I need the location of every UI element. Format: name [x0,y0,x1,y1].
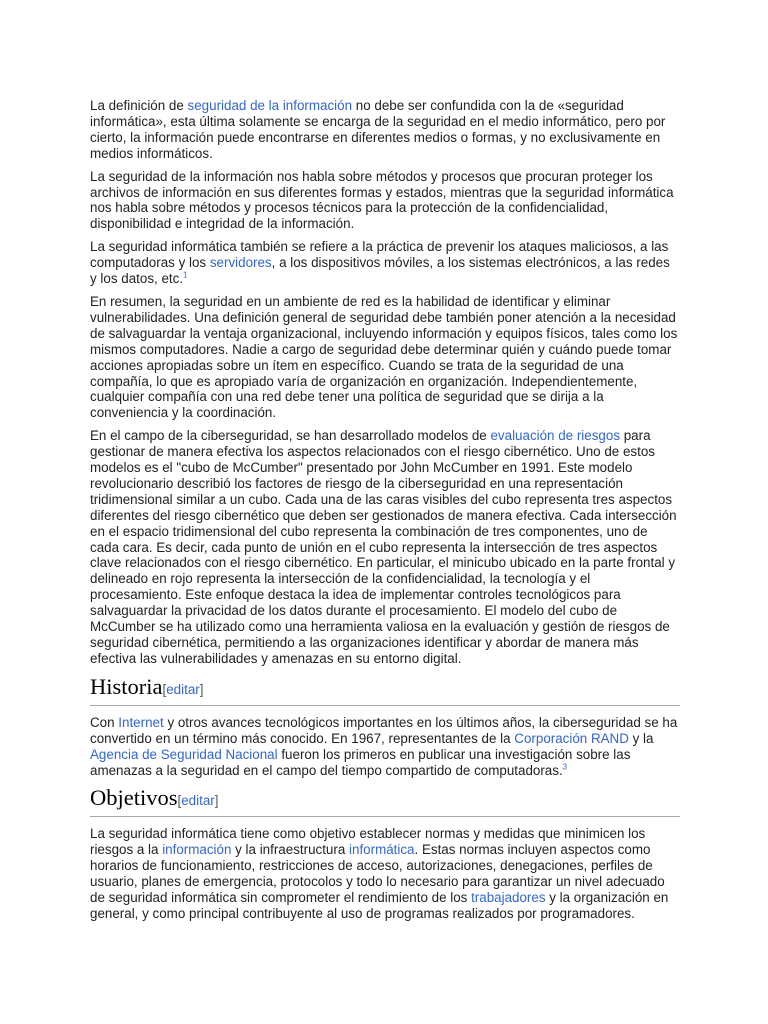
intro-section [90,98,680,667]
paragraph [90,169,680,233]
heading-text: Historia [90,673,163,699]
wiki-link[interactable]: informática [349,842,415,858]
edit-link[interactable]: editar [166,681,200,697]
paragraph-text: y la [628,730,654,746]
paragraph-text: fueron los primeros en publicar una investigación sobre las amenazas a la seguridad en el campo del tiempo compartido de computadoras. [90,746,631,778]
paragraph [90,715,680,779]
paragraph-text: , a los dispositivos móviles, a los sistemas electrónicos, a las redes y los datos, etc. [90,255,670,287]
paragraph-text: La seguridad informática también se refiere a la práctica de prevenir los ataques maliciosos, a las computadoras y los [90,239,669,271]
reference-footnote[interactable]: 1 [183,270,188,280]
paragraph [90,826,680,921]
paragraph-text: En el campo de la ciberseguridad, se han desarrollado modelos de [90,428,491,444]
wiki-link[interactable]: Internet [118,714,164,730]
wiki-link[interactable]: servidores [209,255,272,271]
paragraph [90,428,680,667]
wiki-link[interactable]: Agencia de Seguridad Nacional [90,746,278,762]
paragraph [90,239,680,287]
heading-text: Objetivos [90,785,178,811]
paragraph-text: En resumen, la seguridad en un ambiente de red es la habilidad de identificar y eliminar vulnerabilidades. Una definición general de seguridad debe también poner atención a la necesidad de salvaguardar la ventaja organizacional, incluyendo información y equipos físicos, tales como los mismos computadores. Nadie a cargo de seguridad debe determinar quién y cuándo puede tomar acciones apropiadas sobre un ítem en específico. Cuando se trata de la seguridad de una compañía, lo que es apropiado varía de organización en organización. Independientemente, cualquier compañía con una red debe tener una política de seguridad que se dirija a la conveniencia y la coordinación. [90,293,678,421]
paragraph-text: para gestionar de manera efectiva los aspectos relacionados con el riesgo cibernético. Uno de estos modelos es el "cubo de McCumber" presentado por John McCumber en 1991. Este modelo revolucionario describió los factores de riesgo de la ciberseguridad en una representación tridimensional similar a un cubo. Cada una de las caras visibles del cubo representa tres aspectos diferentes del riesgo cibernético que deben ser gestionados de manera efectiva. Cada intersección en el espacio tridimensional del cubo representa la combinación de tres componentes, uno de cada cara. Es decir, cada punto de unión en el cubo representa la intersección de tres aspectos clave relacionados con el riesgo cibernético. En particular, el minicubo ubicado en la parte frontal y delineado en rojo representa la intersección de la confidencialidad, la tecnología y el procesamiento. Este enfoque destaca la idea de implementar controles tecnológicos para salvaguardar la privacidad de los datos durante el procesamiento. El modelo del cubo de McCumber se ha utilizado como una herramienta valiosa en la evaluación y gestión de riesgos de seguridad cibernética, permitiendo a las organizaciones identificar y abordar de manera más efectiva las vulnerabilidades y amenazas en su entorno digital. [90,428,677,666]
reference-footnote[interactable]: 3 [562,762,568,772]
objetivos-section [90,826,680,921]
edit-link[interactable]: editar [181,793,215,809]
paragraph [90,294,680,421]
article-body [90,98,680,929]
paragraph-text: Con [90,714,119,730]
wiki-link[interactable]: información [162,842,232,858]
edit-section-objetivos: [editar] [177,793,219,809]
paragraph-text: . Estas normas incluyen aspectos como horarios de funcionamiento, restricciones de acceso, autorizaciones, denegaciones, perfiles de usuario, planes de emergencia, protocolos y todo lo necesario para garantizar un nivel adecuado de seguridad informática sin comprometer el rendimiento de los [90,842,665,906]
section-heading-historia [90,674,680,706]
paragraph-text: y otros avances tecnológicos importantes en los últimos años, la ciberseguridad se ha convertido en un término más conocido. En 1967, representantes de la [90,714,678,746]
edit-section-historia: [editar] [162,681,204,697]
paragraph-text: La seguridad de la información nos habla sobre métodos y procesos que procuran proteger los archivos de información en sus diferentes formas y estados, mientras que la seguridad informática nos habla sobre métodos y procesos técnicos para la protección de la confidencialidad, disponibilidad e integridad de la información. [90,168,674,232]
paragraph-text: y la organización en general, y como principal contribuyente al uso de programas realizados por programadores. [90,890,669,921]
wiki-link[interactable]: seguridad de la información [187,98,353,113]
historia-section [90,715,680,779]
paragraph-text: no debe ser confundida con la de «seguridad informática», esta última solamente se encarga de la seguridad en el medio informático, pero por cierto, la información puede encontrarse en diferentes medios o formas, y no exclusivamente en medios informáticos. [90,98,666,161]
section-heading-objetivos [90,785,680,817]
wiki-link[interactable]: evaluación de riesgos [490,428,621,444]
wiki-link[interactable]: trabajadores [471,890,546,906]
paragraph-text: La seguridad informática tiene como objetivo establecer normas y medidas que minimicen los riesgos a la [90,826,646,858]
paragraph [90,98,680,162]
paragraph-text: y la infraestructura [231,842,350,858]
wiki-link[interactable]: Corporación RAND [514,730,629,746]
paragraph-text: La definición de [90,98,188,113]
